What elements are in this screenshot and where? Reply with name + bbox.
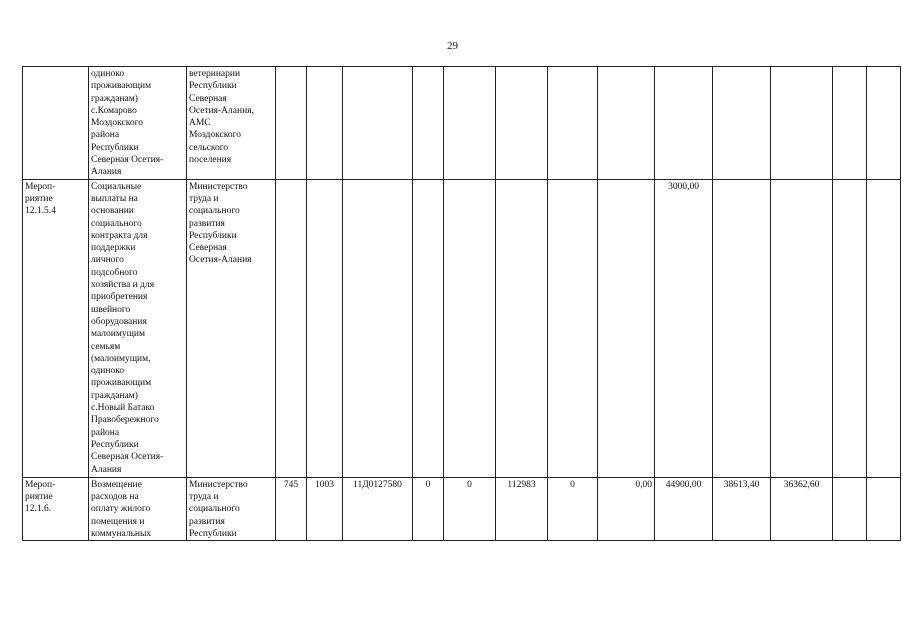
- year-cell-1: 0: [444, 477, 496, 540]
- year-cell-5: 44900,00: [655, 477, 713, 540]
- year-cell-1: [444, 67, 496, 180]
- year-cell-6: [713, 67, 771, 180]
- year-cell-2: [496, 179, 548, 477]
- measure-id-cell: [23, 67, 89, 180]
- measure-name-cell: одиноко проживающим гражданам) с.Комарово Моздокского района Республики Северная Осетия- Алания: [89, 67, 187, 180]
- table-row: [23, 67, 901, 180]
- year-cell-3: [548, 67, 598, 180]
- year-cell-6: [713, 179, 771, 477]
- year-cell-8: [833, 67, 867, 180]
- year-cell-4: [598, 179, 655, 477]
- year-cell-6: 38613,40: [713, 477, 771, 540]
- year-cell-1: [444, 179, 496, 477]
- year-cell-9: [867, 179, 901, 477]
- year-cell-9: [867, 477, 901, 540]
- csr-cell: 11Д0127580: [343, 477, 413, 540]
- measure-name-cell: Социальные выплаты на основании социального контракта для поддержки личного подсобного хозяйства и для приобретения швейного оборудования малоимущим семьям (малоимущим, одиноко проживающим гражданам) с.Новый Батако Правобережного района Республики Северная Осетия- Алания: [89, 179, 187, 477]
- csr-cell: [343, 67, 413, 180]
- year-cell-2: 112983: [496, 477, 548, 540]
- year-cell-3: 0: [548, 477, 598, 540]
- rzpr-cell: 1003: [307, 477, 343, 540]
- executor-cell: Министерство труда и социального развития Республики Северная Осетия-Алания: [187, 179, 276, 477]
- rzpr-cell: [307, 67, 343, 180]
- rzpr-cell: [307, 179, 343, 477]
- vr-cell: 0: [413, 477, 444, 540]
- page-number: 29: [447, 40, 458, 52]
- grbs-cell: [276, 179, 307, 477]
- year-cell-8: [833, 477, 867, 540]
- vr-cell: [413, 67, 444, 180]
- year-cell-3: [548, 179, 598, 477]
- measure-id-cell: Мероп- риятие 12.1.6.: [23, 477, 89, 540]
- program-table: [22, 66, 901, 541]
- year-cell-4: [598, 67, 655, 180]
- measure-id-cell: Мероп- риятие 12.1.5.4: [23, 179, 89, 477]
- vr-cell: [413, 179, 444, 477]
- table-row: [23, 179, 901, 477]
- year-cell-5: 3000,00: [655, 179, 713, 477]
- measure-name-cell: Возмещение расходов на оплату жилого помещения и коммунальных: [89, 477, 187, 540]
- year-cell-7: 36362,60: [771, 477, 833, 540]
- grbs-cell: [276, 67, 307, 180]
- table-row: [23, 477, 901, 540]
- year-cell-9: [867, 67, 901, 180]
- year-cell-7: [771, 67, 833, 180]
- year-cell-8: [833, 179, 867, 477]
- csr-cell: [343, 179, 413, 477]
- executor-cell: ветеринарии Республики Северная Осетия-Алания, АМС Моздокского сельского поселения: [187, 67, 276, 180]
- year-cell-4: 0,00: [598, 477, 655, 540]
- year-cell-5: [655, 67, 713, 180]
- executor-cell: Министерство труда и социального развития Республики: [187, 477, 276, 540]
- year-cell-7: [771, 179, 833, 477]
- year-cell-2: [496, 67, 548, 180]
- grbs-cell: 745: [276, 477, 307, 540]
